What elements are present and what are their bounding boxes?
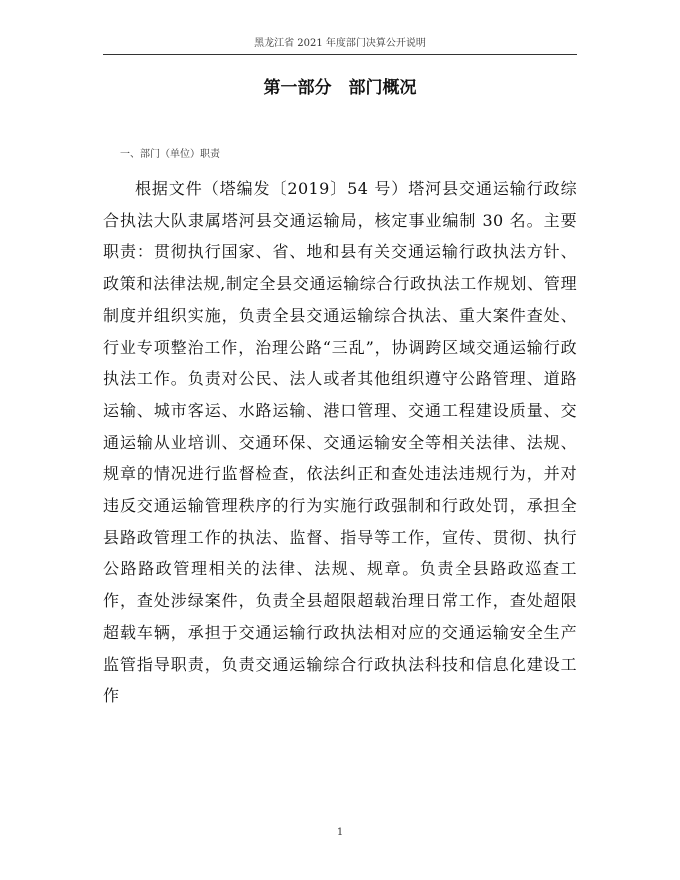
body-paragraph: 根据文件（塔编发〔2019〕54 号）塔河县交通运输行政综合执法大队隶属塔河县交通运输局，核定事业编制 30 名。主要职责：贯彻执行国家、省、地和县有关交通运输行政执法方针、政策和法律法规,制定全县交通运输综合行政执法工作规划、管理制度并组织实施，负责全县交通运输综合执法、重大案件查处、行业专项整治工作，治理公路“三乱”，协调跨区域交通运输行政执法工作。负责对公民、法人或者其他组织遵守公路管理、道路运输、城市客运、水路运输、港口管理、交通工程建设质量、交通运输从业培训、交通环保、交通运输安全等相关法律、法规、规章的情况进行监督检查，依法纠正和查处违法违规行为，并对违反交通运输管理秩序的行为实施行政强制和行政处罚，承担全县路政管理工作的执法、监督、指导等工作，宣传、贯彻、执行公路路政管理相关的法律、法规、规章。负责全县路政巡查工作，查处涉绿案件，负责全县超限超载治理日常工作，查处超限超载车辆，承担于交通运输行政执法相对应的交通运输安全生产监管指导职责，负责交通运输综合行政执法科技和信息化建设工作 xyxy=(103,179,577,706)
page-title: 第一部分 部门概况 xyxy=(263,78,417,98)
section-heading: 一、部门（单位）职责 xyxy=(120,149,220,160)
header-divider xyxy=(103,54,577,55)
running-header: 黑龙江省 2021 年度部门决算公开说明 xyxy=(254,38,426,49)
page-number: 1 xyxy=(336,827,344,838)
